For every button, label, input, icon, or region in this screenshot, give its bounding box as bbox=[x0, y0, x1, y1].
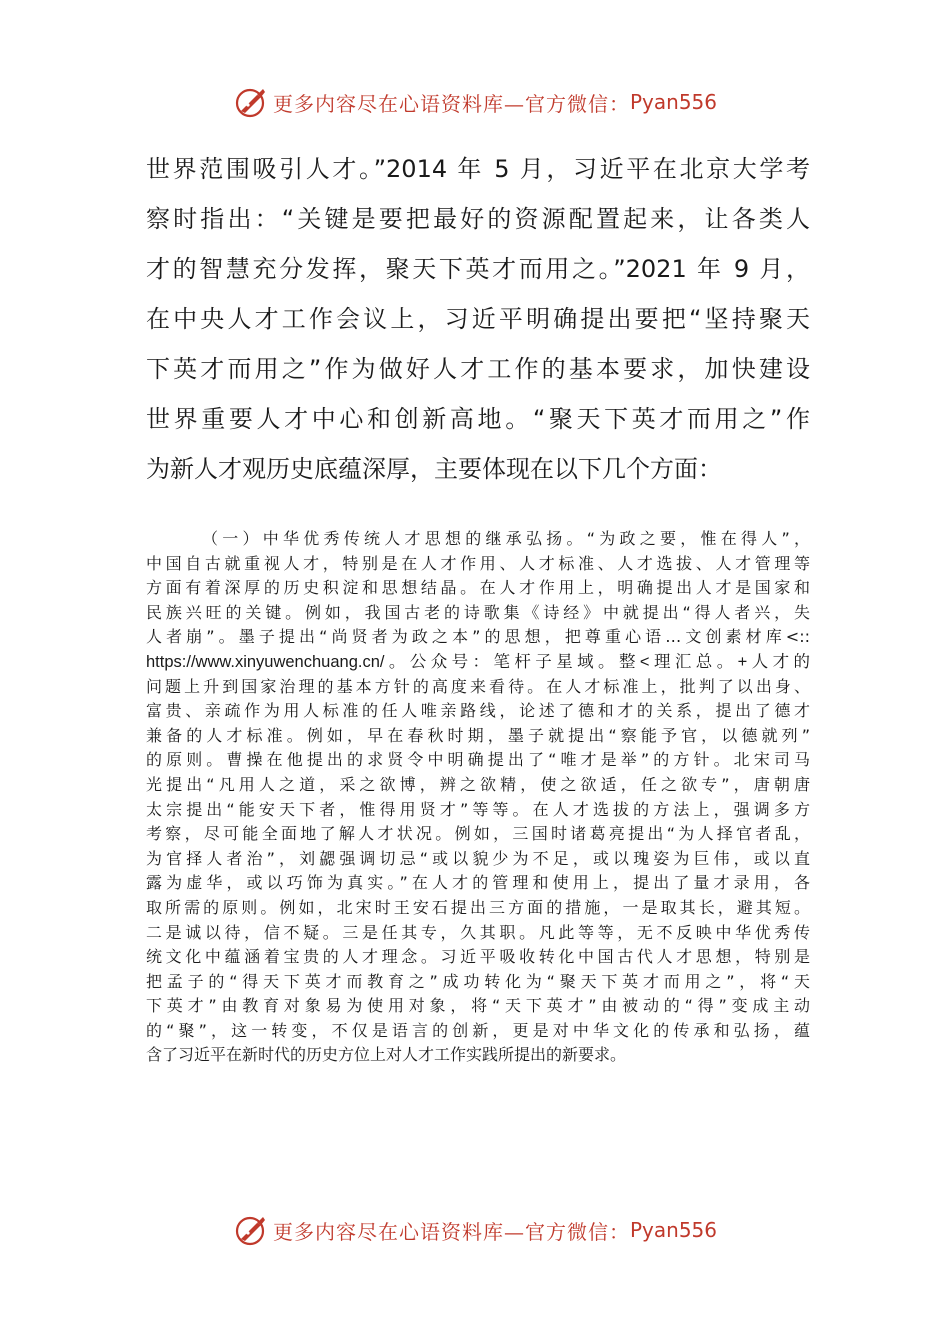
banner-text: 更多内容尽在心语资料库—官方微信： bbox=[272, 1219, 630, 1244]
sub-line: 光提出“凡用人之道，采之欲博，辨之欲精，使之欲适，任之欲专”，唐朝唐 bbox=[146, 774, 810, 794]
main-line: 在中央人才工作会议上，习近平明确提出要把“坚持聚天 bbox=[146, 305, 810, 333]
sub-line: 中国自古就重视人才，特别是在人才作用、人才标准、人才选拔、人才管理等 bbox=[146, 553, 810, 573]
pen-logo-icon bbox=[233, 84, 269, 120]
sub-line-url: https://www.xinyuwenchuang.cn/。公众号：笔杆子星域。整<理汇总。+人才的 bbox=[146, 652, 810, 671]
sub-line: 含了习近平在新时代的历史方位上对人才工作实践所提出的新要求。 bbox=[146, 1045, 627, 1065]
banner-wechat-id: Pyan556 bbox=[629, 1218, 717, 1242]
sub-line: 兼备的人才标准。例如，早在春秋时期，墨子就提出“察能予官，以德就列” bbox=[146, 725, 810, 745]
sub-line: 取所需的原则。例如，北宋时王安石提出三方面的措施，一是取其长，避其短。 bbox=[146, 897, 810, 917]
sub-line: 为官择人者治”，刘勰强调切忌“或以貌少为不足，或以瑰姿为巨伟，或以直 bbox=[146, 848, 810, 868]
banner-text: 更多内容尽在心语资料库—官方微信： bbox=[272, 91, 630, 116]
sub-line: 下英才”由教育对象易为使用对象，将“天下英才”由被动的“得”变成主动 bbox=[146, 996, 810, 1016]
sub-line: 统文化中蕴涵着宝贵的人才理念。习近平吸收转化中国古代人才思想，特别是 bbox=[146, 947, 810, 967]
main-line: 为新人才观历史底蕴深厚，主要体现在以下几个方面： bbox=[146, 455, 722, 483]
main-paragraph bbox=[146, 144, 810, 494]
main-line: 才的智慧充分发挥，聚天下英才而用之。”2021 年 9 月， bbox=[146, 255, 810, 283]
footer-banner bbox=[0, 1210, 950, 1250]
sub-line: 方面有着深厚的历史积淀和思想结晶。在人才作用上，明确提出人才是国家和 bbox=[146, 578, 810, 598]
sub-line: 把孟子的“得天下英才而教育之”成功转化为“聚天下英才而用之”，将“天 bbox=[146, 971, 810, 991]
main-line: 察时指出：“关键是要把最好的资源配置起来，让各类人 bbox=[146, 205, 810, 233]
sub-line: 人者崩”。墨子提出“尚贤者为政之本”的思想，把尊重心语…文创素材库<:: bbox=[146, 627, 810, 647]
sub-line: 富贵、亲疏作为用人标准的任人唯亲路线，论述了德和才的关系，提出了德才 bbox=[146, 701, 810, 721]
sub-line: 的“聚”，这一转变，不仅是语言的创新，更是对中华文化的传承和弘扬，蕴 bbox=[146, 1020, 810, 1040]
banner-wechat-id: Pyan556 bbox=[629, 90, 717, 114]
sub-line: （一）中华优秀传统人才思想的继承弘扬。“为政之要，惟在得人”， bbox=[202, 529, 810, 548]
sub-line: 问题上升到国家治理的基本方针的高度来看待。在人才标准上，批判了以出身、 bbox=[146, 676, 810, 696]
sub-line: 太宗提出“能安天下者，惟得用贤才”等等。在人才选拔的方法上，强调多方 bbox=[146, 799, 810, 819]
header-banner bbox=[0, 82, 950, 122]
sub-line: 露为虚华，或以巧饰为真实。”在人才的管理和使用上，提出了量才录用，各 bbox=[146, 873, 810, 893]
sub-line: 二是诚以待，信不疑。三是任其专，久其职。凡此等等，无不反映中华优秀传 bbox=[146, 922, 810, 942]
sub-line: 民族兴旺的关键。例如，我国古老的诗歌集《诗经》中就提出“得人者兴，失 bbox=[146, 602, 810, 622]
main-line: 世界范围吸引人才。”2014 年 5 月，习近平在北京大学考 bbox=[146, 155, 810, 183]
sub-paragraph bbox=[146, 527, 810, 1068]
sub-line: 考察，尽可能全面地了解人才状况。例如，三国时诸葛亮提出“为人择官者乱， bbox=[146, 824, 810, 844]
pen-logo-icon bbox=[233, 1212, 269, 1248]
sub-line: 的原则。曹操在他提出的求贤令中明确提出了“唯才是举”的方针。北宋司马 bbox=[146, 750, 810, 770]
main-line: 下英才而用之”作为做好人才工作的基本要求，加快建设 bbox=[146, 355, 810, 383]
main-line: 世界重要人才中心和创新高地。“聚天下英才而用之”作 bbox=[146, 405, 810, 433]
